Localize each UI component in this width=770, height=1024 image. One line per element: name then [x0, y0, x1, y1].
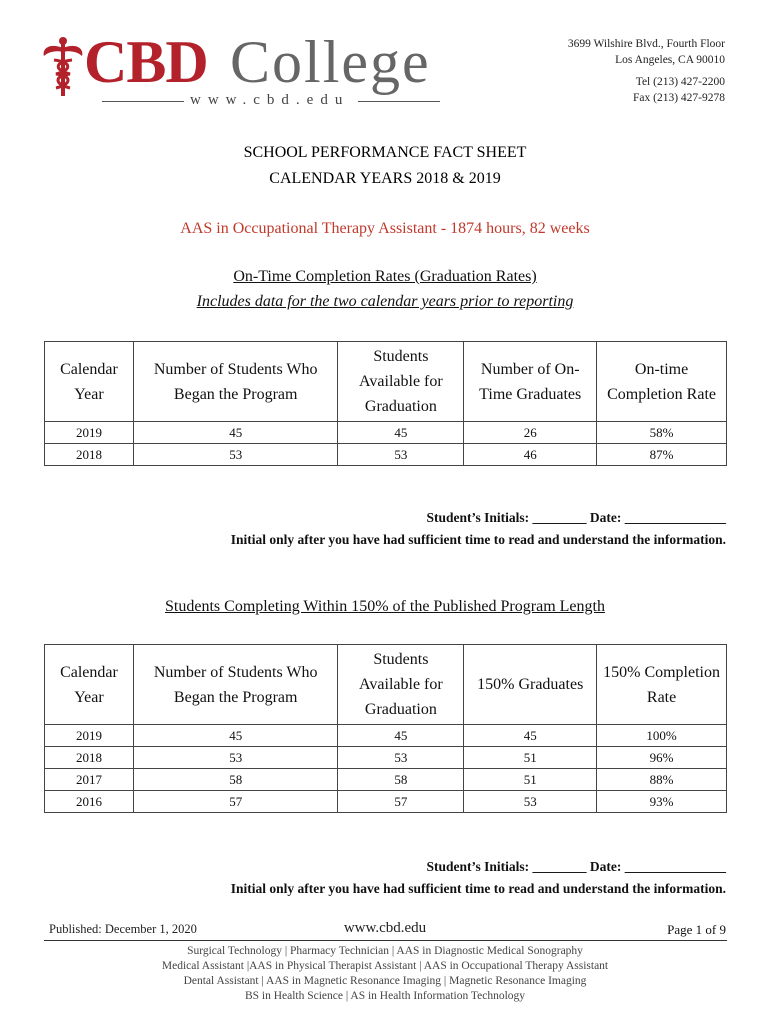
initials-note-1: Initial only after you have had sufficient time to read and understand the information. [230, 532, 726, 547]
cell-graduates: 53 [464, 791, 597, 813]
table-header-row [45, 645, 727, 725]
cell-began: 53 [133, 444, 338, 466]
section1-subheading: Includes data for the two calendar years prior to reporting [196, 293, 574, 310]
page-subtitle: CALENDAR YEARS 2018 & 2019 [269, 170, 501, 187]
table-row [45, 725, 727, 747]
college-logo [40, 30, 440, 110]
cell-rate: 93% [597, 791, 727, 813]
footer-programs-line: Dental Assistant | AAS in Magnetic Resonance Imaging | Magnetic Resonance Imaging [183, 975, 587, 987]
logo-cbd-text: CBD [84, 29, 208, 95]
col-header-rate: On-time Completion Rate [597, 342, 727, 422]
logo-url: www.cbd.edu [190, 92, 350, 108]
col-header-began: Number of Students Who Began the Program [133, 645, 338, 725]
section1-heading: On-Time Completion Rates (Graduation Rates) [233, 268, 537, 285]
col-header-available: Students Available for Graduation [338, 645, 464, 725]
cell-rate: 96% [597, 747, 727, 769]
completion-150-table [44, 644, 727, 813]
col-header-year: Calendar Year [45, 645, 134, 725]
cell-year: 2019 [45, 422, 134, 444]
address-street: 3699 Wilshire Blvd., Fourth Floor [567, 38, 725, 50]
page-title: SCHOOL PERFORMANCE FACT SHEET [243, 144, 527, 161]
cell-rate: 87% [597, 444, 727, 466]
footer-program-list [0, 944, 770, 1004]
section2-heading: Students Completing Within 150% of the Published Program Length [165, 598, 605, 615]
cell-graduates: 51 [464, 747, 597, 769]
cell-began: 45 [133, 422, 338, 444]
cell-available: 58 [338, 769, 464, 791]
table-row [45, 747, 727, 769]
footer-programs-line: Medical Assistant |AAS in Physical Therapist Assistant | AAS in Occupational Therapy Assistant [161, 960, 609, 972]
footer-programs-line: Surgical Technology | Pharmacy Technician | AAS in Diagnostic Medical Sonography [187, 945, 583, 957]
cell-available: 53 [338, 444, 464, 466]
program-title: AAS in Occupational Therapy Assistant - 1874 hours, 82 weeks [180, 220, 590, 237]
published-date: Published: December 1, 2020 [49, 922, 197, 936]
on-time-completion-table [44, 341, 727, 466]
cell-began: 58 [133, 769, 338, 791]
footer-programs-line: BS in Health Science | AS in Health Information Technology [244, 990, 526, 1002]
col-header-year: Calendar Year [45, 342, 134, 422]
col-header-graduates: Number of On-Time Graduates [464, 342, 597, 422]
cell-available: 45 [338, 725, 464, 747]
cell-available: 53 [338, 747, 464, 769]
cell-graduates: 46 [464, 444, 597, 466]
page-number: Page 1 of 9 [667, 922, 726, 937]
cell-year: 2018 [45, 747, 134, 769]
cell-rate: 88% [597, 769, 727, 791]
col-header-began: Number of Students Who Began the Program [133, 342, 338, 422]
cell-available: 45 [338, 422, 464, 444]
cell-graduates: 26 [464, 422, 597, 444]
cell-began: 57 [133, 791, 338, 813]
footer-divider [44, 940, 727, 941]
initials-line-1: Student’s Initials: ________ Date: _______________ [426, 510, 726, 525]
cell-year: 2017 [45, 769, 134, 791]
cell-year: 2019 [45, 725, 134, 747]
caduceus-icon [40, 36, 86, 98]
initials-line-2: Student’s Initials: ________ Date: _______________ [426, 859, 726, 874]
address-city: Los Angeles, CA 90010 [615, 54, 725, 66]
cell-available: 57 [338, 791, 464, 813]
cell-rate: 100% [597, 725, 727, 747]
cell-graduates: 51 [464, 769, 597, 791]
cell-year: 2016 [45, 791, 134, 813]
cell-began: 45 [133, 725, 338, 747]
col-header-rate: 150% Completion Rate [597, 645, 727, 725]
footer-url: www.cbd.edu [343, 920, 427, 936]
logo-college-text: College [230, 29, 431, 95]
cell-rate: 58% [597, 422, 727, 444]
col-header-graduates: 150% Graduates [464, 645, 597, 725]
logo-rule-left [102, 101, 184, 102]
initials-note-2: Initial only after you have had sufficient time to read and understand the information. [230, 881, 726, 896]
table-row [45, 422, 727, 444]
table-row [45, 769, 727, 791]
logo-rule-right [358, 101, 440, 102]
table-header-row [45, 342, 727, 422]
col-header-available: Students Available for Graduation [338, 342, 464, 422]
table-row [45, 444, 727, 466]
cell-began: 53 [133, 747, 338, 769]
cell-year: 2018 [45, 444, 134, 466]
address-tel: Tel (213) 427-2200 [635, 76, 725, 88]
college-address [568, 36, 725, 106]
table-row [45, 791, 727, 813]
cell-graduates: 45 [464, 725, 597, 747]
address-fax: Fax (213) 427-9278 [633, 92, 725, 104]
